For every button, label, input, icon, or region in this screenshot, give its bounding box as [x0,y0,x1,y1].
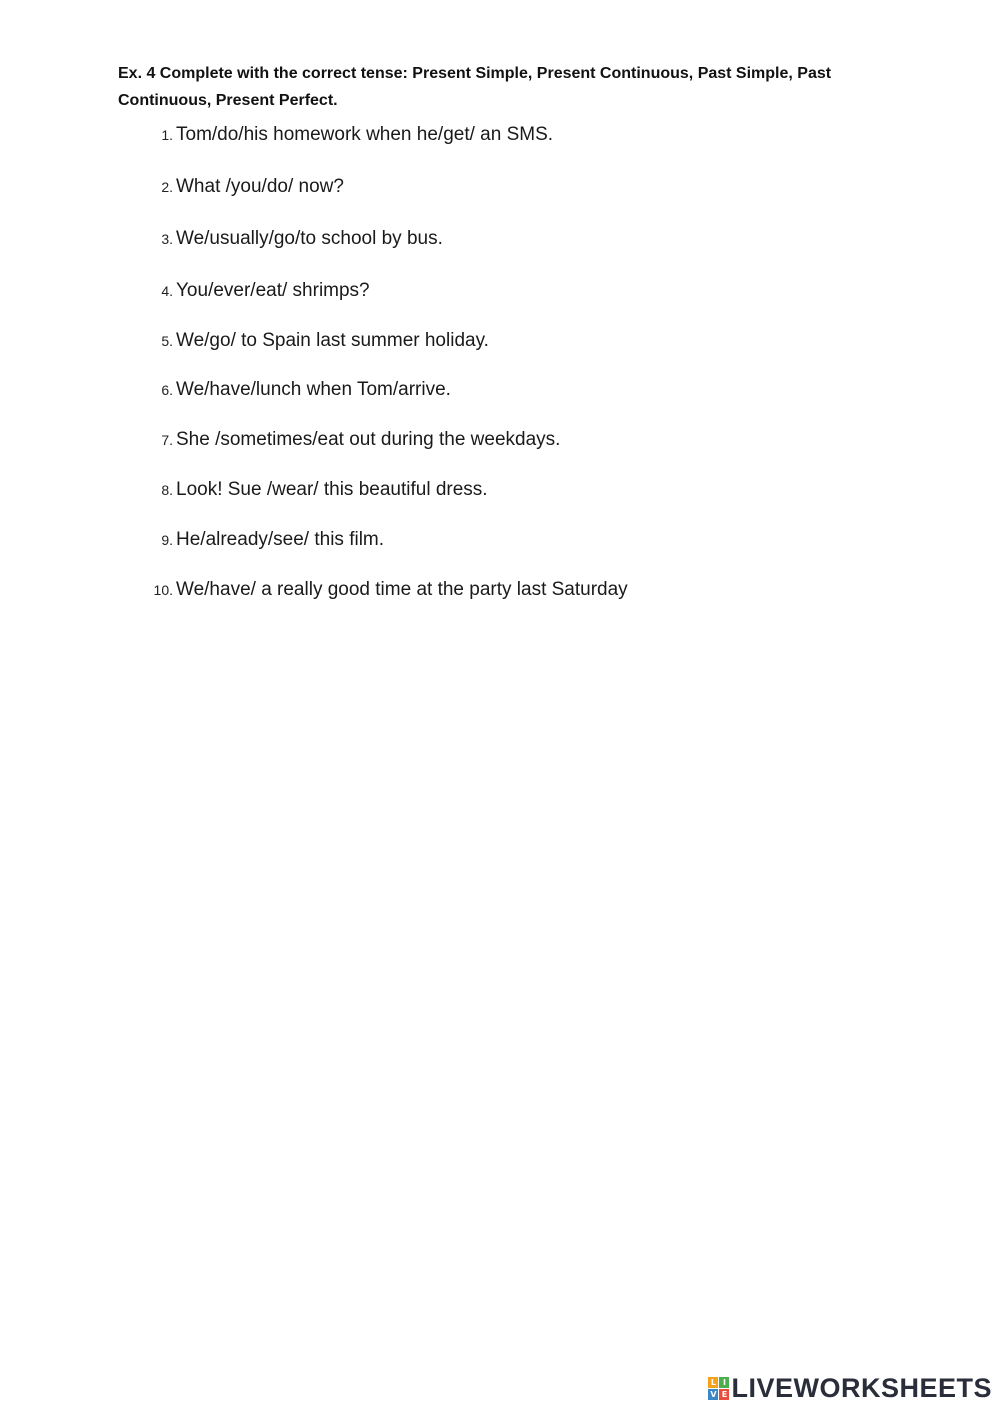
list-item [140,479,860,507]
item-number: 7. [161,432,173,448]
item-number: 2. [161,179,173,195]
item-text: You/ever/eat/ shrimps? [176,280,370,301]
item-number: 4. [161,283,173,299]
exercise-instructions: Ex. 4 Complete with the correct tense: Present Simple, Present Continuous, Past Simple, Past Continuous, Present Perfect. [118,65,832,109]
item-number: 10. [153,582,173,598]
list-item [140,280,860,308]
logo-mark-icon [708,1377,729,1400]
list-item [140,429,860,457]
list-item [140,529,860,557]
item-number: 3. [161,231,173,247]
logo-mark-cell: I [719,1377,729,1388]
list-item [140,579,860,607]
list-item [140,330,860,358]
item-text: Look! Sue /wear/ this beautiful dress. [176,479,488,500]
item-text: We/have/ a really good time at the party last Saturday [176,579,628,600]
logo-mark-cell: V [710,1389,717,1399]
liveworksheets-logo [708,1373,992,1403]
item-number: 1. [161,127,173,143]
list-item [140,176,860,204]
item-text: She /sometimes/eat out during the weekdays. [176,429,561,450]
logo-text: LIVEWORKSHEETS [731,1372,992,1403]
item-text: We/have/lunch when Tom/arrive. [176,379,451,400]
item-text: Tom/do/his homework when he/get/ an SMS. [176,124,554,145]
item-number: 5. [161,333,173,349]
item-text: We/usually/go/to school by bus. [176,228,443,249]
item-text: We/go/ to Spain last summer holiday. [176,330,489,351]
logo-mark-cell: E [719,1389,729,1400]
logo-mark-cell: L [708,1377,718,1388]
item-text: What /you/do/ now? [176,176,344,197]
item-number: 8. [161,482,173,498]
list-item [140,124,860,152]
item-number: 6. [161,382,173,398]
list-item [140,379,860,407]
item-number: 9. [161,532,173,548]
item-text: He/already/see/ this film. [176,529,385,550]
list-item [140,228,860,256]
